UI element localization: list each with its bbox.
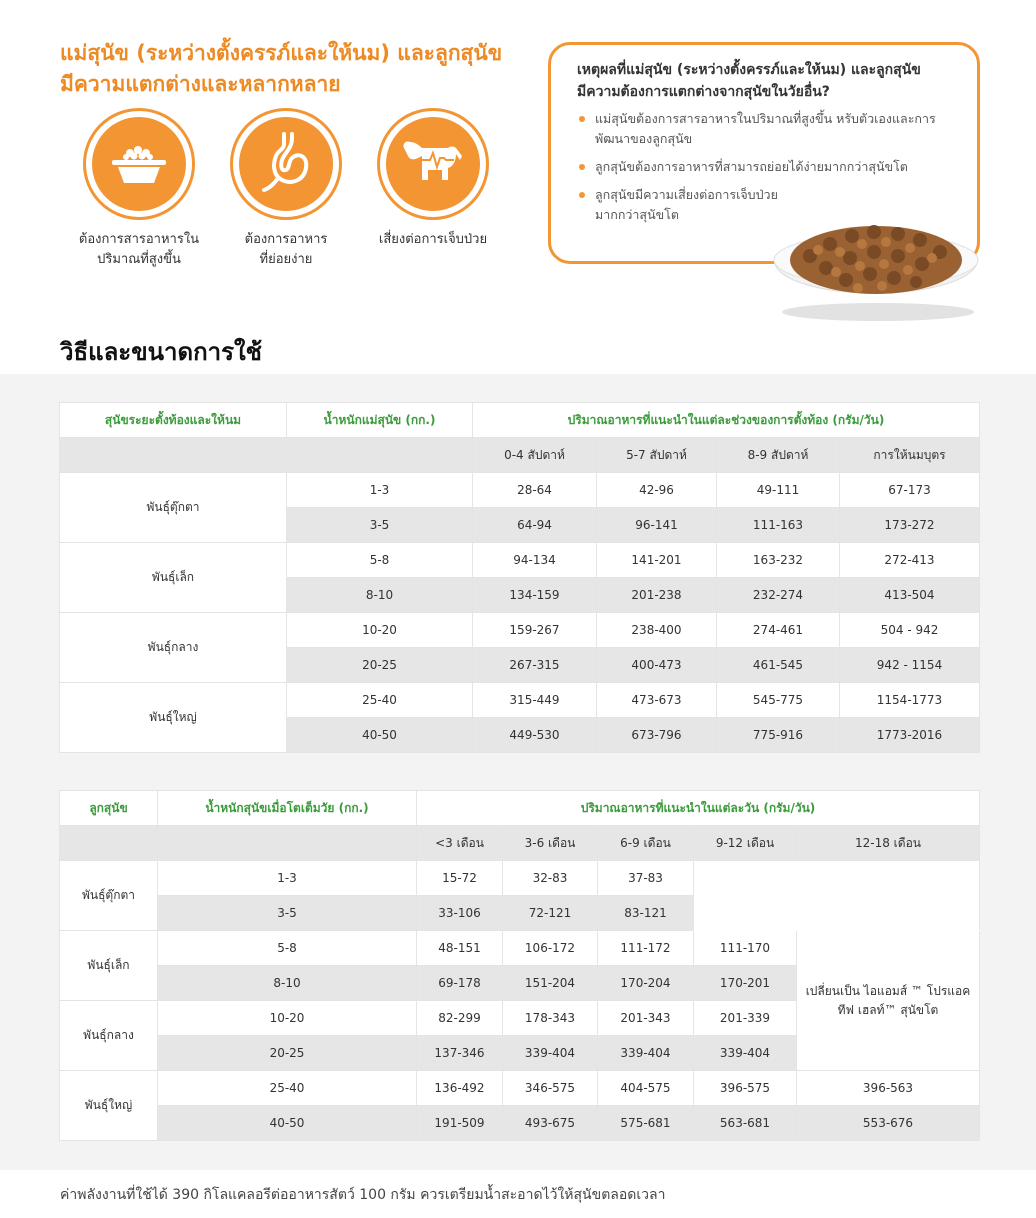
breed-cell: พันธุ์กลาง <box>60 1001 158 1071</box>
period-header: 6-9 เดือน <box>598 826 694 861</box>
amount-cell: 136-492 <box>417 1071 503 1106</box>
amount-cell: 396-563 <box>797 1071 980 1106</box>
amount-cell: 69-178 <box>417 966 503 1001</box>
amount-cell: 339-404 <box>694 1036 797 1071</box>
table-row <box>60 683 980 718</box>
period-header: 5-7 สัปดาห์ <box>597 438 717 473</box>
amount-cell: 563-681 <box>694 1106 797 1141</box>
food-bowl-icon <box>92 117 186 211</box>
table-row <box>60 543 980 578</box>
amount-cell: 1154-1773 <box>840 683 980 718</box>
amount-cell: 504 - 942 <box>840 613 980 648</box>
amount-cell: 673-796 <box>597 718 717 753</box>
breed-cell: พันธุ์กลาง <box>60 613 287 683</box>
amount-cell: 15-72 <box>417 861 503 896</box>
amount-cell: 272-413 <box>840 543 980 578</box>
header-spacer <box>287 438 473 473</box>
amount-cell: 346-575 <box>503 1071 598 1106</box>
amount-cell: 449-530 <box>473 718 597 753</box>
table-row <box>60 613 980 648</box>
amount-cell: 170-201 <box>694 966 797 1001</box>
weight-cell: 3-5 <box>158 896 417 931</box>
intro-heading <box>60 38 550 100</box>
amount-cell: 396-575 <box>694 1071 797 1106</box>
illness-risk-feature <box>358 108 508 250</box>
intro-heading-line1: แม่สุนัข (ระหว่างตั้งครรภ์และให้นม) และลูกสุนัข <box>60 41 503 65</box>
amount-cell: 201-343 <box>598 1001 694 1036</box>
amount-cell: 404-575 <box>598 1071 694 1106</box>
amount-cell: 575-681 <box>598 1106 694 1141</box>
switch-to-adult-note <box>797 931 980 1071</box>
header-spacer <box>60 826 158 861</box>
amount-cell: 238-400 <box>597 613 717 648</box>
amount-cell: 159-267 <box>473 613 597 648</box>
amount-cell: 163-232 <box>717 543 840 578</box>
amount-cell: 339-404 <box>598 1036 694 1071</box>
column-header: ลูกสุนัข <box>60 791 158 826</box>
breed-cell: พันธุ์ตุ๊กตา <box>60 473 287 543</box>
amount-cell: 315-449 <box>473 683 597 718</box>
breed-cell: พันธุ์ตุ๊กตา <box>60 861 158 931</box>
energy-footnote: ค่าพลังงานที่ใช้ได้ 390 กิโลแคลอรีต่ออาหารสัตว์ 100 กรัม ควรเตรียมน้ำสะอาดไว้ให้สุนัขตลอดเวลา <box>60 1187 666 1203</box>
amount-cell: 82-299 <box>417 1001 503 1036</box>
period-header: <3 เดือน <box>417 826 503 861</box>
header-spacer <box>158 826 417 861</box>
amount-cell: 94-134 <box>473 543 597 578</box>
amount-cell: 96-141 <box>597 508 717 543</box>
amount-cell: 137-346 <box>417 1036 503 1071</box>
amount-cell: 111-172 <box>598 931 694 966</box>
period-header: 3-6 เดือน <box>503 826 598 861</box>
dog-health-icon <box>386 117 480 211</box>
reasons-title-line1: เหตุผลที่แม่สุนัข (ระหว่างตั้งครรภ์และให้นม) และลูกสุนัข <box>577 62 921 78</box>
column-header: ปริมาณอาหารที่แนะนำในแต่ละช่วงของการตั้งท้อง (กรัม/วัน) <box>473 403 980 438</box>
amount-cell: 170-204 <box>598 966 694 1001</box>
amount-cell: 173-272 <box>840 508 980 543</box>
weight-cell: 10-20 <box>158 1001 417 1036</box>
feature-label: ต้องการอาหาร <box>244 232 328 247</box>
column-header: สุนัขระยะตั้งท้องและให้นม <box>60 403 287 438</box>
table-row <box>60 473 980 508</box>
amount-cell: 267-315 <box>473 648 597 683</box>
amount-cell: 106-172 <box>503 931 598 966</box>
weight-cell: 40-50 <box>287 718 473 753</box>
table-row <box>60 1106 980 1141</box>
amount-cell: 545-775 <box>717 683 840 718</box>
amount-cell: 67-173 <box>840 473 980 508</box>
breed-cell: พันธุ์เล็ก <box>60 931 158 1001</box>
column-header: น้ำหนักสุนัขเมื่อโตเต็มวัย (กก.) <box>158 791 417 826</box>
reasons-list <box>577 109 951 225</box>
switch-note-line2: ทีฟ เฮลท์™ สุนัขโต <box>837 1002 939 1017</box>
amount-cell: 42-96 <box>597 473 717 508</box>
amount-cell: 274-461 <box>717 613 840 648</box>
feature-label: ที่ย่อยง่าย <box>259 252 313 267</box>
intro-heading-line2: มีความแตกต่างและหลากหลาย <box>60 72 341 96</box>
amount-cell: 232-274 <box>717 578 840 613</box>
amount-cell: 178-343 <box>503 1001 598 1036</box>
amount-cell: 72-121 <box>503 896 598 931</box>
amount-cell: 141-201 <box>597 543 717 578</box>
kibble-bowl-image <box>770 212 984 324</box>
weight-cell: 5-8 <box>158 931 417 966</box>
weight-cell: 5-8 <box>287 543 473 578</box>
amount-cell: 151-204 <box>503 966 598 1001</box>
period-header: 8-9 สัปดาห์ <box>717 438 840 473</box>
amount-cell: 942 - 1154 <box>840 648 980 683</box>
amount-cell: 201-339 <box>694 1001 797 1036</box>
amount-cell: 339-404 <box>503 1036 598 1071</box>
breed-cell: พันธุ์ใหญ่ <box>60 1071 158 1141</box>
breed-cell: พันธุ์เล็ก <box>60 543 287 613</box>
weight-cell: 40-50 <box>158 1106 417 1141</box>
amount-cell: 493-675 <box>503 1106 598 1141</box>
puppy-feeding-table <box>59 790 980 1141</box>
amount-cell: 37-83 <box>598 861 694 896</box>
amount-cell: 400-473 <box>597 648 717 683</box>
reason-item: ลูกสุนัขต้องการอาหารที่สามารถย่อยได้ง่ายมากกว่าสุนัขโต <box>577 157 937 177</box>
amount-cell: 49-111 <box>717 473 840 508</box>
weight-cell: 25-40 <box>158 1071 417 1106</box>
breed-cell: พันธุ์ใหญ่ <box>60 683 287 753</box>
period-header: 9-12 เดือน <box>694 826 797 861</box>
weight-cell: 20-25 <box>287 648 473 683</box>
weight-cell: 1-3 <box>287 473 473 508</box>
table-row <box>60 861 980 896</box>
section-title: วิธีและขนาดการใช้ <box>60 338 262 366</box>
amount-cell: 1773-2016 <box>840 718 980 753</box>
header-spacer <box>60 438 287 473</box>
weight-cell: 25-40 <box>287 683 473 718</box>
amount-cell: 48-151 <box>417 931 503 966</box>
amount-cell: 461-545 <box>717 648 840 683</box>
feature-label: เสี่ยงต่อการเจ็บป่วย <box>378 232 488 247</box>
period-header: 0-4 สัปดาห์ <box>473 438 597 473</box>
amount-cell: 32-83 <box>503 861 598 896</box>
weight-cell: 3-5 <box>287 508 473 543</box>
column-header: ปริมาณอาหารที่แนะนำในแต่ละวัน (กรัม/วัน) <box>417 791 980 826</box>
feature-label: ปริมาณที่สูงขึ้น <box>97 252 181 267</box>
period-header: 12-18 เดือน <box>797 826 980 861</box>
amount-cell: 413-504 <box>840 578 980 613</box>
need-nutrients-feature <box>64 108 214 270</box>
switch-note-line1: เปลี่ยนเป็น ไอแอมส์ ™ โปรแอค <box>805 983 971 998</box>
weight-cell: 1-3 <box>158 861 417 896</box>
amount-cell: 134-159 <box>473 578 597 613</box>
digestible-feature <box>211 108 361 270</box>
amount-cell: 111-170 <box>694 931 797 966</box>
table-row <box>60 931 980 966</box>
pregnancy-feeding-table <box>59 402 980 753</box>
amount-cell: 64-94 <box>473 508 597 543</box>
weight-cell: 10-20 <box>287 613 473 648</box>
reasons-title-line2: มีความต้องการแตกต่างจากสุนัขในวัยอื่น? <box>577 84 830 100</box>
period-header: การให้นมบุตร <box>840 438 980 473</box>
reason-item: แม่สุนัขต้องการสารอาหารในปริมาณที่สูงขึ้น หรับตัวเองและการพัฒนาของลูกสุนัข <box>577 109 937 149</box>
stomach-icon <box>239 117 333 211</box>
amount-cell: 33-106 <box>417 896 503 931</box>
amount-cell: 775-916 <box>717 718 840 753</box>
reason-item: ลูกสุนัขมีความเสี่ยงต่อการเจ็บป่วยมากกว่าสุนัขโต <box>577 185 807 225</box>
amount-cell: 553-676 <box>797 1106 980 1141</box>
weight-cell: 8-10 <box>158 966 417 1001</box>
feature-label: ต้องการสารอาหารใน <box>78 232 200 247</box>
empty-cell <box>694 861 980 931</box>
reasons-title <box>577 59 951 103</box>
weight-cell: 20-25 <box>158 1036 417 1071</box>
weight-cell: 8-10 <box>287 578 473 613</box>
column-header: น้ำหนักแม่สุนัข (กก.) <box>287 403 473 438</box>
amount-cell: 201-238 <box>597 578 717 613</box>
amount-cell: 83-121 <box>598 896 694 931</box>
amount-cell: 28-64 <box>473 473 597 508</box>
amount-cell: 473-673 <box>597 683 717 718</box>
amount-cell: 191-509 <box>417 1106 503 1141</box>
table-row <box>60 1071 980 1106</box>
amount-cell: 111-163 <box>717 508 840 543</box>
